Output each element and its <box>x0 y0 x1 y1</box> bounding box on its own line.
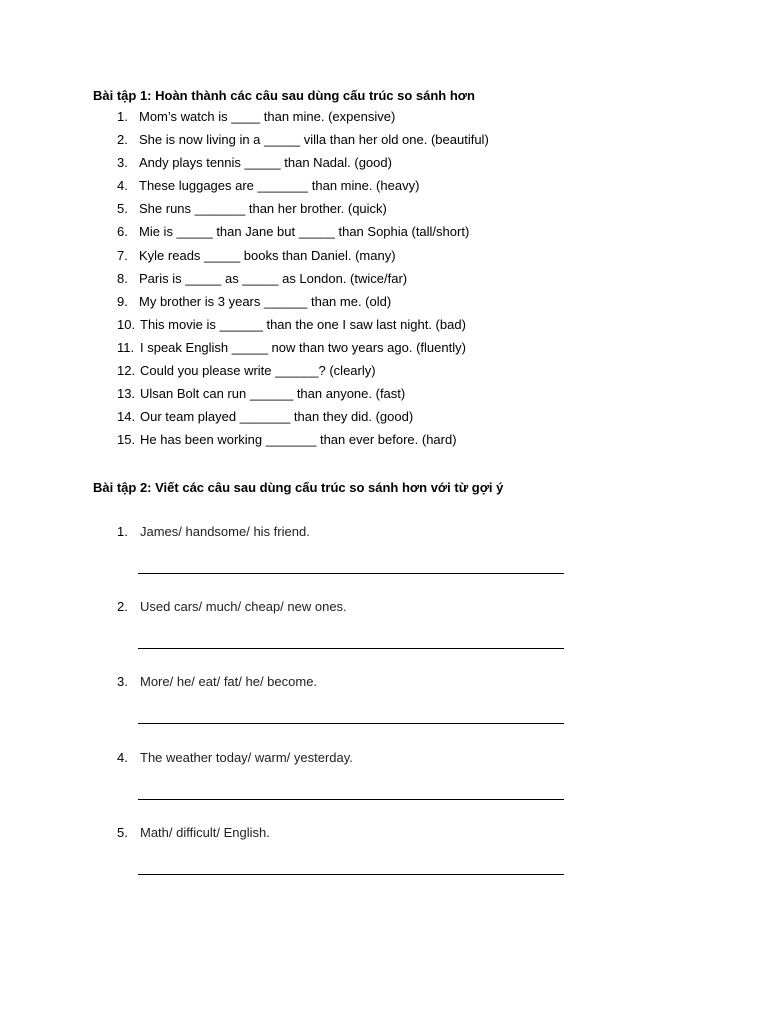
item-number: 1. <box>117 109 128 124</box>
item-number: 2. <box>117 132 128 148</box>
exercise-1-title: Bài tập 1: Hoàn thành các câu sau dùng cấu trúc so sánh hơn <box>93 88 475 103</box>
item-number: 9. <box>117 293 128 309</box>
item-prompt: More/ he/ eat/ fat/ he/ become. <box>140 674 318 690</box>
item-text: Could you please write ______? (clearly) <box>140 363 376 379</box>
item-prompt: Math/ difficult/ English. <box>140 824 270 840</box>
answer-line[interactable] <box>138 799 564 800</box>
item-number: 8. <box>117 270 128 286</box>
item-text: She runs _______ than her brother. (quick) <box>139 201 387 217</box>
answer-line[interactable] <box>138 648 564 649</box>
item-text: Mom’s watch is ____ than mine. (expensive) <box>139 109 396 124</box>
item-text: I speak English _____ now than two years ago. (fluently) <box>140 339 466 355</box>
item-text: Andy plays tennis _____ than Nadal. (good) <box>139 155 392 171</box>
item-prompt: James/ handsome/ his friend. <box>140 524 310 539</box>
item-prompt: Used cars/ much/ cheap/ new ones. <box>140 599 347 615</box>
item-text: Mie is _____ than Jane but _____ than Sophia (tall/short) <box>139 224 470 240</box>
answer-line[interactable] <box>138 573 564 574</box>
item-text: He has been working _______ than ever before. (hard) <box>140 432 457 448</box>
item-number: 15. <box>117 432 136 448</box>
item-text: My brother is 3 years ______ than me. (old) <box>139 293 392 309</box>
item-text: These luggages are _______ than mine. (heavy) <box>139 178 420 194</box>
item-text: This movie is ______ than the one I saw last night. (bad) <box>140 316 466 332</box>
answer-line[interactable] <box>138 874 564 875</box>
item-number: 5. <box>117 201 128 217</box>
item-number: 3. <box>117 674 128 690</box>
answer-line[interactable] <box>138 723 564 724</box>
item-number: 2. <box>117 599 128 615</box>
item-number: 11. <box>117 339 135 355</box>
item-text: Paris is _____ as _____ as London. (twice/far) <box>139 270 408 286</box>
item-number: 13. <box>117 386 136 402</box>
item-number: 14. <box>117 409 136 425</box>
exercise-2-title: Bài tập 2: Viết các câu sau dùng cấu trúc so sánh hơn với từ gợi ý <box>93 480 504 495</box>
item-number: 3. <box>117 155 128 171</box>
item-text: She is now living in a _____ villa than her old one. (beautiful) <box>139 132 489 148</box>
item-number: 10. <box>117 316 136 332</box>
item-number: 4. <box>117 178 128 194</box>
item-number: 6. <box>117 224 128 240</box>
item-number: 4. <box>117 749 128 765</box>
item-number: 7. <box>117 247 128 263</box>
item-prompt: The weather today/ warm/ yesterday. <box>140 749 353 765</box>
item-number: 12. <box>117 363 136 379</box>
item-text: Ulsan Bolt can run ______ than anyone. (fast) <box>140 386 406 402</box>
item-text: Kyle reads _____ books than Daniel. (many) <box>139 247 396 263</box>
item-number: 1. <box>117 524 128 539</box>
item-text: Our team played _______ than they did. (good) <box>140 409 414 425</box>
item-number: 5. <box>117 824 128 840</box>
